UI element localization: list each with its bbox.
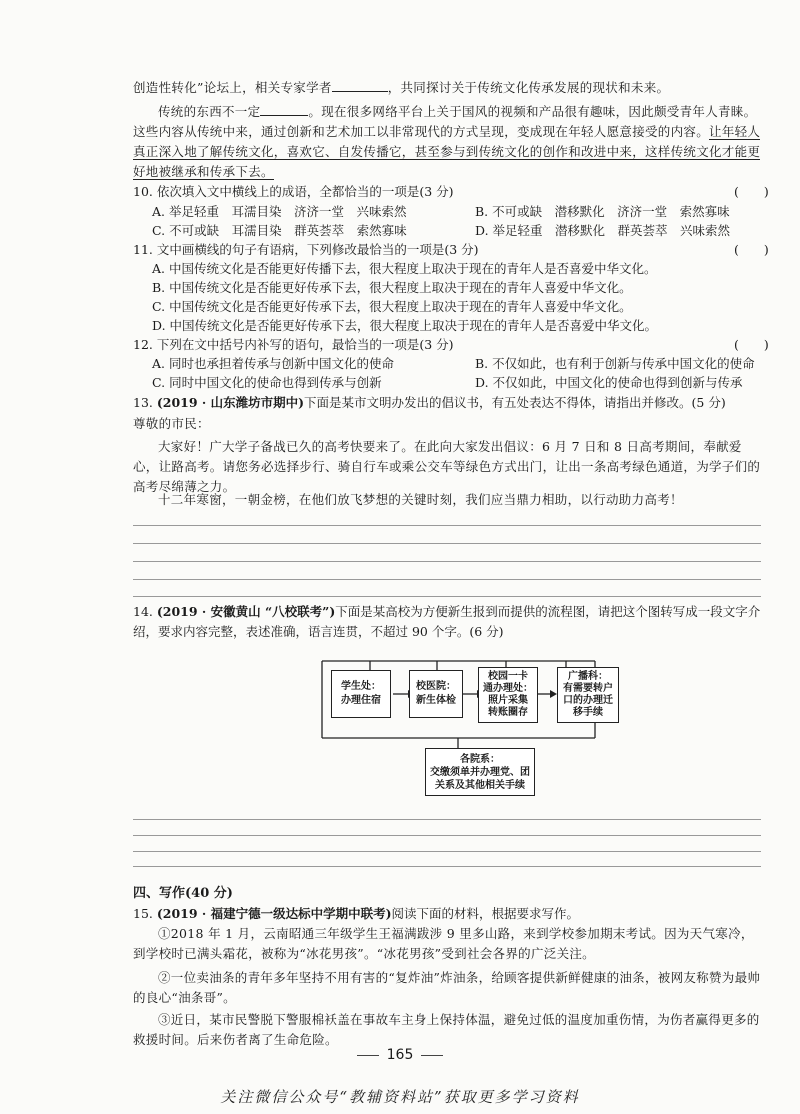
question-stem: 阅读下面的材料，根据要求写作。 [391, 906, 580, 921]
flow-box-text: 新生体检 [416, 695, 456, 706]
material-item: ③近日，某市民警脱下警服棉袄盖在事故车主身上保持体温，避免过低的温度加重伤情，为伤者赢得更多的救援时间。后来伤者离了生命危险。 [133, 1012, 760, 1047]
intro-text: 创造性转化”论坛上，相关专家学者 [133, 80, 332, 95]
flow-box-text: 关系及其他相关手续 [435, 779, 525, 791]
flow-box-text: 有需要转户 [563, 683, 613, 694]
option-a: A. 同时也承担着传承与创新中国文化的使命 [152, 356, 394, 371]
question-stem: 下面是某市文明办发出的倡议书，有五处表达不得体，请指出并修改。(5 分) [304, 395, 726, 410]
answer-line [133, 819, 761, 820]
intro-text: 。现在很多网络平台上关于国风的视频和产品很有趣味，因此颇受青年人青睐。这些内容从传统中来，通过创新和艺术加工以非常现代的方式呈现，变成现在年轻人愿意接受的内容。 [133, 104, 757, 139]
flow-box-student-affairs [331, 670, 391, 718]
question-number: 13. [133, 395, 157, 410]
letter-body: 大家好！广大学子备战已久的高考快要来了。在此向大家发出倡议：6 月 7 日和 8 日高考期间，奉献爱心，让路高考。请您务必选择步行、骑自行车或乘公交车等绿色方式出门，让出一条高考绿色通道，为学子们的高考尽绵薄之力。 [133, 439, 761, 494]
flow-box-text: 办理住宿 [341, 695, 381, 706]
flow-box-text: 照片采集 [488, 695, 528, 706]
intro-text: 传统的东西不一定 [158, 104, 261, 119]
option-c: C. 中国传统文化是否能更好传承下去，很大程度上取决于现在的青年人喜爱中华文化。 [152, 299, 632, 314]
question-source: (2019 · 福建宁德一级达标中学期中联考) [156, 906, 392, 921]
page-number-dash [357, 1055, 379, 1056]
intro-text: ，共同探讨关于传统文化传承发展的现状和未来。 [387, 80, 670, 95]
flow-box-hospital [409, 670, 463, 718]
answer-paren: ( ) [734, 184, 769, 199]
option-a: A. 中国传统文化是否能更好传播下去，很大程度上取决于现在的青年人是否喜爱中华文化。 [152, 261, 657, 276]
flow-box-text: 转账圈存 [488, 707, 528, 718]
question-15 [133, 904, 761, 924]
flow-box-text: 移手续 [573, 707, 603, 718]
flow-box-departments [425, 748, 535, 796]
flow-box-text: 通办理处： [483, 683, 533, 694]
answer-paren: ( ) [734, 242, 769, 257]
option-d: D. 不仅如此，中国文化的使命也得到创新与传承 [475, 375, 743, 390]
underlined-sentence: 让年轻人真正深入地了解传统文化，喜欢它、自发传播它，甚至参与到传统文化的创作和改进中来，这样传统文化才能更好地被继承和传承下去。 [133, 124, 761, 179]
page-number-text: 165 [386, 1047, 414, 1063]
answer-line [133, 851, 761, 852]
question-stem: 12. 下列在文中括号内补写的语句，最恰当的一项是(3 分) [133, 337, 454, 352]
answer-line [133, 866, 761, 867]
question-number: 15. [133, 906, 157, 921]
page-number [0, 1047, 800, 1063]
option-b: B. 中国传统文化是否能更好传承下去，很大程度上取决于现在的青年人喜爱中华文化。 [152, 280, 632, 295]
flow-box-text: 学生处： [341, 681, 381, 692]
option-a: A. 举足轻重 耳濡目染 济济一堂 兴味索然 [152, 204, 407, 219]
question-source: (2019 · 安徽黄山 “八校联考”) [156, 604, 336, 619]
letter-closing: 十二年寒窗，一朝金榜，在他们放飞梦想的关键时刻，我们应当鼎力相助，以行动助力高考！ [158, 492, 683, 507]
flow-box-broadcast [557, 667, 619, 723]
answer-line [133, 835, 761, 836]
option-d: D. 举足轻重 潜移默化 群英荟萃 兴味索然 [475, 223, 731, 238]
section-title: 四、写作(40 分) [133, 886, 233, 901]
flow-box-campus-card [478, 667, 538, 723]
page-number-dash [421, 1055, 443, 1056]
option-c: C. 同时中国文化的使命也得到传承与创新 [152, 375, 382, 390]
footer-note: 关注微信公众号“教辅资料站”获取更多学习资料 [220, 1088, 580, 1106]
flow-box-text: 交缴须单并办理党、团 [430, 766, 530, 778]
question-stem: 11. 文中画横线的句子有语病，下列修改最恰当的一项是(3 分) [133, 242, 479, 257]
flow-box-text: 各院系： [460, 753, 500, 765]
option-b: B. 不可或缺 潜移默化 济济一堂 索然寡味 [475, 204, 730, 219]
option-b: B. 不仅如此，也有利于创新与传承中国文化的使命 [475, 356, 755, 371]
flow-box-text: 校园一卡 [488, 671, 528, 682]
letter-greeting: 尊敬的市民： [133, 416, 210, 431]
material-item: ②一位卖油条的青年多年坚持不用有害的“复炸油”炸油条，给顾客提供新鲜健康的油条，被网友称赞为最帅的良心“油条哥”。 [133, 970, 761, 1005]
question-number: 14. [133, 604, 157, 619]
question-stem: 下面是某高校为方便新生报到而提供的流程图，请把这个图转写成一段文字介绍，要求内容完整，表述准确，语言连贯，不超过 90 个字。(6 分) [133, 604, 761, 639]
option-d: D. 中国传统文化是否能更好传承下去，很大程度上取决于现在的青年人是否喜爱中华文化。 [152, 318, 658, 333]
question-stem: 10. 依次填入文中横线上的成语，全都恰当的一项是(3 分) [133, 184, 454, 199]
flow-box-text: 校医院： [416, 681, 456, 692]
material-item: ①2018 年 1 月，云南昭通三年级学生王福满跋涉 9 里多山路，来到学校参加期末考试。因为天气寒冷，到学校时已满头霜花，被称为“冰花男孩”。“冰花男孩”受到社会各界的广泛关注。 [133, 926, 754, 961]
question-source: (2019 · 山东潍坊市期中) [156, 395, 305, 410]
flow-box-text: 广播科： [568, 671, 608, 682]
option-c: C. 不可或缺 耳濡目染 群英荟萃 索然寡味 [152, 223, 407, 238]
answer-paren: ( ) [734, 337, 769, 352]
flow-box-text: 口的办理迁 [563, 695, 613, 706]
